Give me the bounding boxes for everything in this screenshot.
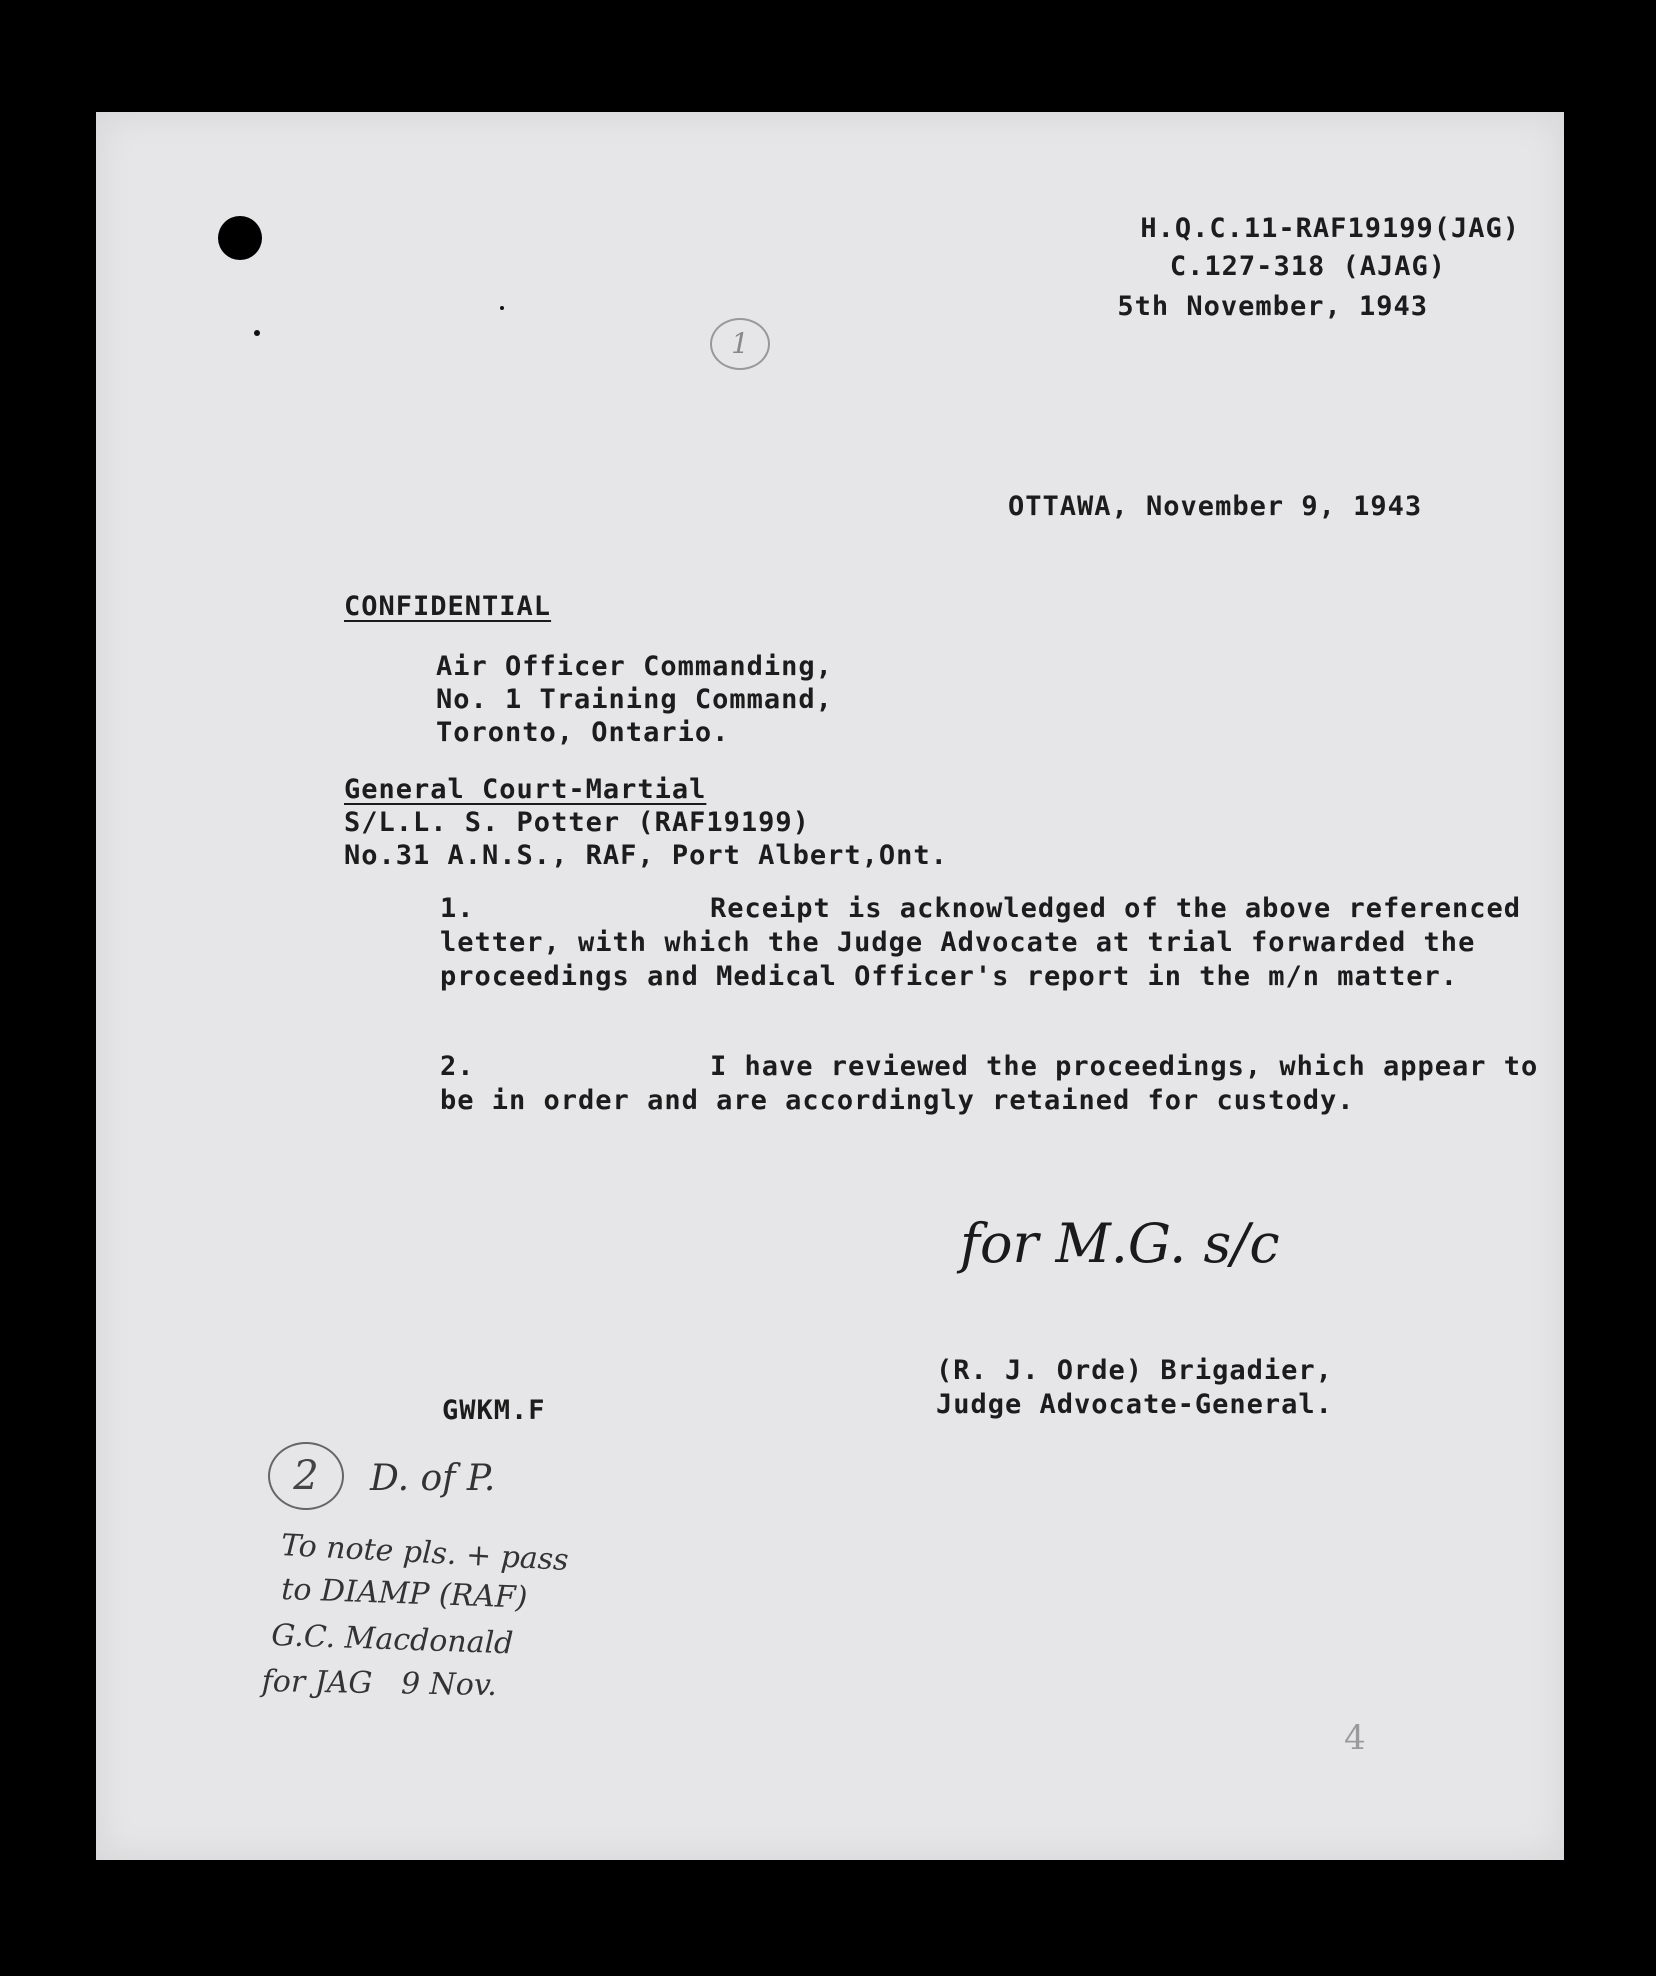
subject-line-1: General Court-Martial <box>344 774 707 805</box>
subject-line-2: S/L.L. S. Potter (RAF19199) <box>344 807 810 838</box>
subject-line-3: No.31 A.N.S., RAF, Port Albert,Ont. <box>344 840 948 871</box>
reference-date: 5th November, 1943 <box>1117 291 1428 322</box>
circled-number-top: 1 <box>710 318 770 370</box>
signatory-name: (R. J. Orde) Brigadier, <box>936 1355 1333 1386</box>
paragraph-2-number: 2. <box>440 1051 475 1082</box>
page-number: 4 <box>1344 1718 1366 1758</box>
circled-number-bottom: 2 <box>268 1442 344 1510</box>
handwritten-note-line-5: for JAG 9 Nov. <box>261 1664 498 1704</box>
signatory-title: Judge Advocate-General. <box>936 1389 1333 1420</box>
paragraph-1 <box>440 892 1560 994</box>
punch-hole <box>218 216 262 260</box>
handwritten-note-line-1: D. of P. <box>370 1458 496 1499</box>
typist-initials: GWKM.F <box>442 1395 546 1426</box>
paragraph-2 <box>440 1050 1560 1118</box>
addressee-line-2: No. 1 Training Command, <box>436 684 833 715</box>
ink-speck <box>254 330 260 336</box>
handwritten-note-line-3: to DIAMP (RAF) <box>280 1572 528 1616</box>
paragraph-1-text: Receipt is acknowledged of the above referenced letter, with which the Judge Advocate at trial forwarded the proceedings and Medical Officer's report in the m/n matter. <box>440 893 1522 992</box>
paragraph-1-number: 1. <box>440 893 475 924</box>
paragraph-2-text: I have reviewed the proceedings, which appear to be in order and are accordingly retained for custody. <box>440 1051 1539 1116</box>
reference-number-jag: H.Q.C.11-RAF19199(JAG) <box>1140 213 1520 244</box>
place-and-date: OTTAWA, November 9, 1943 <box>1008 491 1423 522</box>
handwritten-signature: for M.G. s/c <box>960 1212 1280 1275</box>
handwritten-note-line-2: To note pls. + pass <box>280 1528 570 1579</box>
addressee-line-1: Air Officer Commanding, <box>436 651 833 682</box>
reference-number-ajag: C.127-318 (AJAG) <box>1169 251 1446 282</box>
classification-heading: CONFIDENTIAL <box>344 591 552 622</box>
addressee-line-3: Toronto, Ontario. <box>436 717 730 748</box>
handwritten-note-line-4: G.C. Macdonald <box>270 1618 514 1662</box>
ink-speck <box>500 306 504 310</box>
